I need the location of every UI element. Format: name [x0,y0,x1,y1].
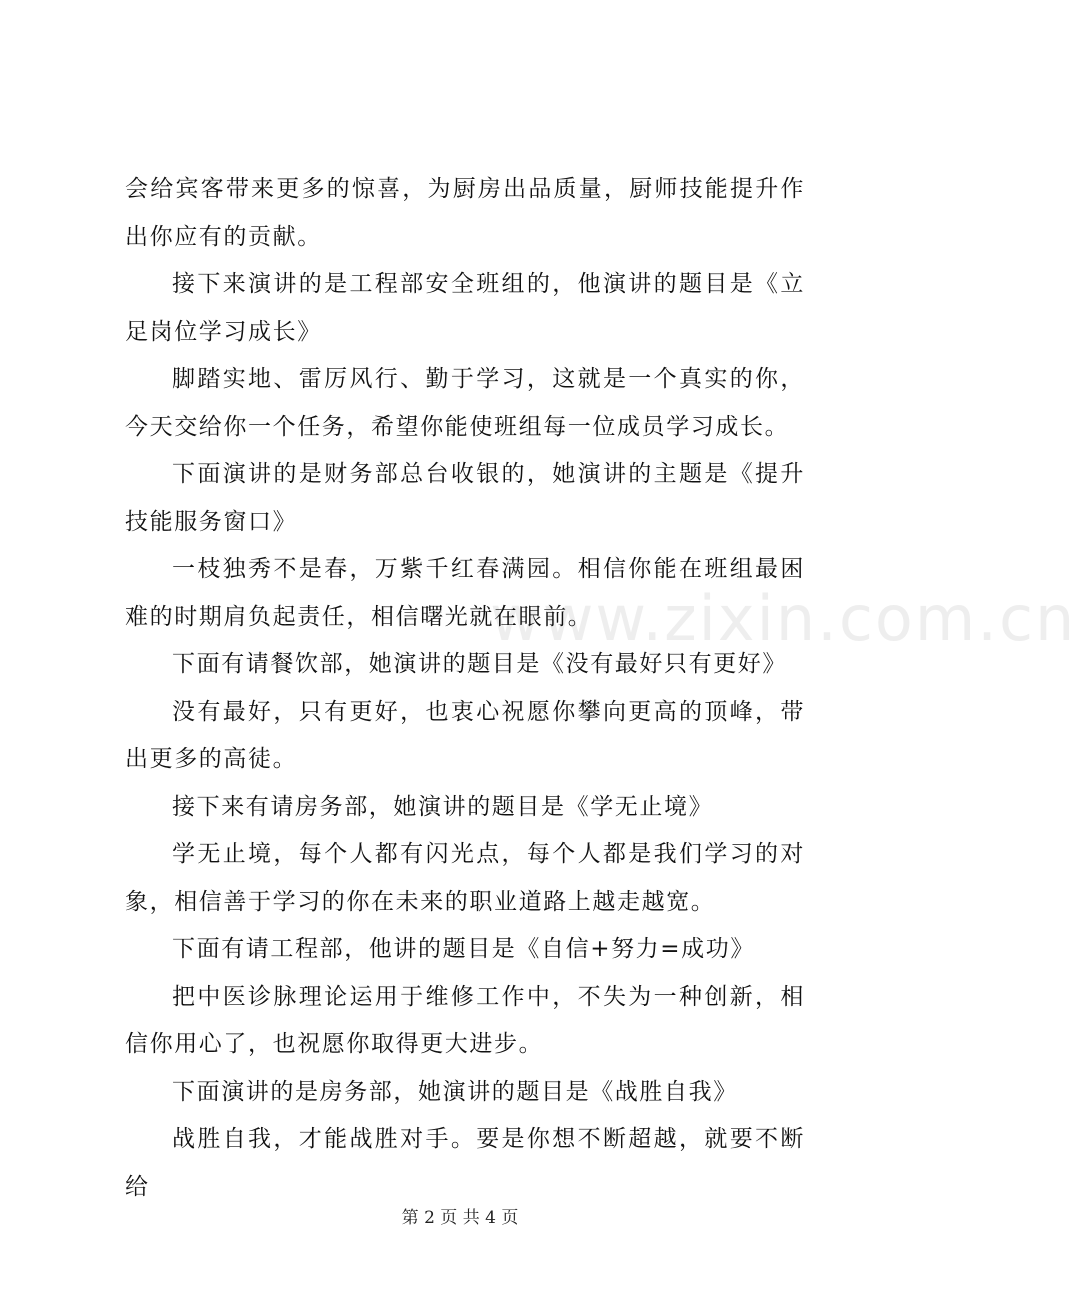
paragraph: 战胜自我，才能战胜对手。要是你想不断超越，就要不断给 [125,1126,805,1200]
paragraph: 脚踏实地、雷厉风行、勤于学习，这就是一个真实的你，今天交给你一个任务，希望你能使班组每一位成员学习成长。 [125,366,805,440]
paragraph: 下面演讲的是财务部总台收银的，她演讲的主题是《提升技能服务窗口》 [125,461,805,535]
paragraph: 下面有请工程部，他讲的题目是《自信+努力=成功》 [172,936,755,962]
paragraph: 把中医诊脉理论运用于维修工作中，不失为一种创新，相信你用心了，也祝愿你取得更大进步。 [125,983,805,1057]
paragraph: 下面演讲的是房务部，她演讲的题目是《战胜自我》 [172,1078,738,1105]
paragraph: 一枝独秀不是春，万紫千红春满园。相信你能在班组最困难的时期肩负起责任，相信曙光就在眼前。 [125,556,805,630]
document-body [125,166,805,1211]
paragraph: 会给宾客带来更多的惊喜，为厨房出品质量，厨师技能提升作出你应有的贡献。 [125,176,805,250]
paragraph: 学无止境，每个人都有闪光点，每个人都是我们学习的对象，相信善于学习的你在未来的职业道路上越走越宽。 [125,841,805,915]
paragraph: 接下来演讲的是工程部安全班组的，他演讲的题目是《立足岗位学习成长》 [125,271,805,345]
paragraph: 接下来有请房务部，她演讲的题目是《学无止境》 [172,793,714,820]
watermark: www.zixin.com.cn [490,582,1076,655]
paragraph: 下面有请餐饮部，她演讲的题目是《没有最好只有更好》 [172,651,787,677]
paragraph: 没有最好，只有更好，也衷心祝愿你攀向更高的顶峰，带出更多的高徒。 [125,698,805,772]
page-footer: 第 2 页 共 4 页 [401,1208,519,1228]
